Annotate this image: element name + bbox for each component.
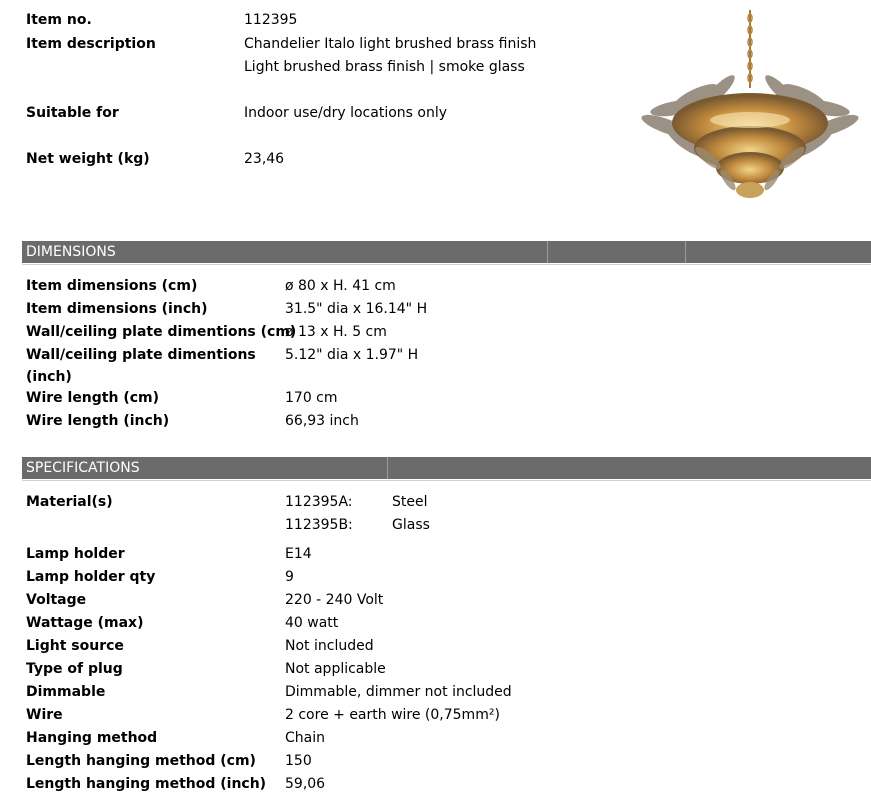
spec-row-label: Wattage (max) [26,615,144,631]
item-no-label: Item no. [26,12,92,28]
dim-row-value: 170 cm [285,390,338,406]
dimensions-header [22,241,871,263]
item-no-value: 112395 [244,12,298,28]
suitable-value: Indoor use/dry locations only [244,105,448,121]
materials-label: Material(s) [26,494,113,510]
header-divider [387,457,388,479]
header-divider [685,241,686,263]
spec-row-value: Chain [285,730,325,746]
description-line-1: Chandelier Italo light brushed brass finish [244,36,537,52]
spec-row-label: Voltage [26,592,87,608]
spec-row-label: Length hanging method (cm) [26,753,256,769]
dim-row-value: 31.5" dia x 16.14" H [285,301,428,317]
spec-row-value: 9 [285,569,294,585]
spec-row-label: Lamp holder qty [26,569,156,585]
spec-row-label: Hanging method [26,730,158,746]
weight-value: 23,46 [244,151,285,167]
spec-row-value: Not included [285,638,374,654]
dim-row-label: Wire length (cm) [26,390,160,406]
spec-row-value: 40 watt [285,615,339,631]
dim-row-label-cont: (inch) [26,369,72,385]
material-name: Glass [392,517,430,533]
header-divider [547,241,548,263]
spec-row-value: 2 core + earth wire (0,75mm²) [285,707,500,723]
specifications-header [22,457,871,479]
spec-row-value: Dimmable, dimmer not included [285,684,512,700]
suitable-label: Suitable for [26,105,119,121]
spec-row-label: Light source [26,638,124,654]
specifications-title: SPECIFICATIONS [26,460,140,476]
spec-row-label: Wire [26,707,63,723]
dim-row-label: Item dimensions (cm) [26,278,198,294]
spec-row-value: Not applicable [285,661,386,677]
spec-row-label: Type of plug [26,661,123,677]
material-code: 112395A: [285,494,353,510]
dimensions-title: DIMENSIONS [26,244,116,260]
dim-row-value: 66,93 inch [285,413,359,429]
weight-label: Net weight (kg) [26,151,150,167]
dim-row-value: 5.12" dia x 1.97" H [285,347,419,363]
material-name: Steel [392,494,428,510]
spec-row-value: E14 [285,546,312,562]
spec-row-label: Lamp holder [26,546,125,562]
spec-row-value: 59,06 [285,776,326,792]
chandelier-image [636,8,864,208]
section-divider [22,480,871,481]
dim-row-label: Wall/ceiling plate dimentions [26,347,256,363]
section-divider [22,264,871,265]
description-line-2: Light brushed brass finish | smoke glass [244,59,525,75]
dim-row-label: Wire length (inch) [26,413,170,429]
dim-row-label: Wall/ceiling plate dimentions (cm) [26,324,297,340]
description-label: Item description [26,36,156,52]
dim-row-value: ø 80 x H. 41 cm [285,278,396,294]
spec-row-label: Dimmable [26,684,106,700]
dim-row-value: ø 13 x H. 5 cm [285,324,387,340]
spec-row-value: 150 [285,753,312,769]
spec-row-label: Length hanging method (inch) [26,776,267,792]
spec-row-value: 220 - 240 Volt [285,592,384,608]
dim-row-label: Item dimensions (inch) [26,301,208,317]
material-code: 112395B: [285,517,353,533]
